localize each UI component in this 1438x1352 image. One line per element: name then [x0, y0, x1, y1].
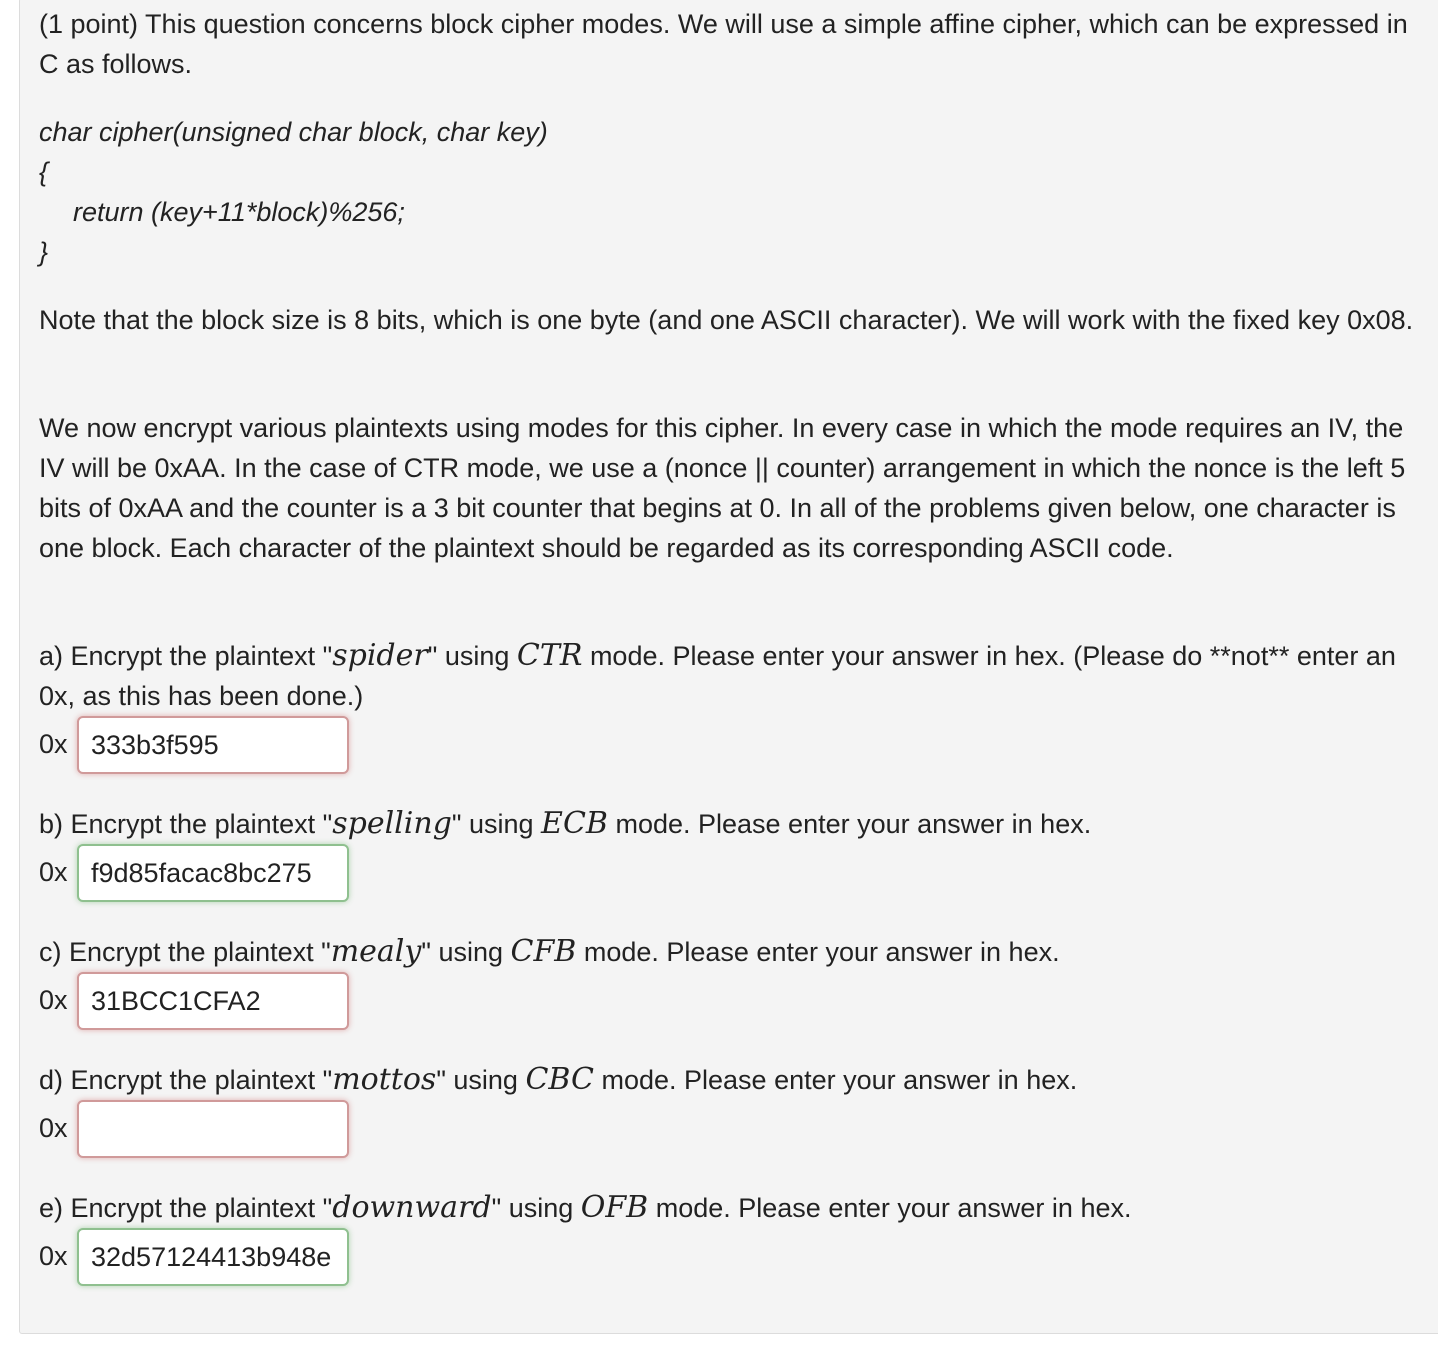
question-lead: d) Encrypt the plaintext " [39, 1065, 333, 1095]
hex-prefix: 0x [39, 985, 68, 1015]
hex-prefix: 0x [39, 1113, 68, 1143]
code-line-open-brace: { [39, 157, 49, 187]
question-d [39, 1060, 1424, 1100]
question-mid: " using [427, 641, 517, 671]
question-mid: " using [421, 937, 511, 967]
question-tail: mode. Please enter your answer in hex. [576, 937, 1060, 967]
question-b [39, 804, 1424, 844]
question-e [39, 1188, 1424, 1228]
plaintext-spelling: spelling [332, 806, 452, 841]
mode-ofb: OFB [580, 1190, 649, 1225]
question-tail: mode. Please enter your answer in hex. [593, 1065, 1078, 1095]
question-lead: e) Encrypt the plaintext " [39, 1193, 333, 1223]
code-line-close-brace: } [39, 237, 49, 267]
code-block [39, 112, 548, 272]
key-note-text: Note that the block size is 8 bits, which is one byte (and one ASCII character). We will work with the fixed key 0x08. [39, 305, 1414, 335]
question-tail: mode. Please enter your answer in hex. (Please do **not** enter an 0x, as this has been done.) [39, 641, 1396, 711]
answer-input-a[interactable] [77, 716, 349, 774]
code-line-signature: char cipher(unsigned char block, char key) [39, 117, 548, 147]
code-line-return: return (key+11*block)%256; [73, 197, 405, 227]
question-c [39, 932, 1424, 972]
mode-cbc: CBC [525, 1062, 594, 1097]
mode-ctr: CTR [516, 638, 583, 673]
plaintext-mottos: mottos [332, 1062, 437, 1097]
answer-input-d[interactable] [77, 1100, 349, 1158]
question-tail: mode. Please enter your answer in hex. [607, 809, 1092, 839]
question-mid: " using [436, 1065, 526, 1095]
question-lead: a) Encrypt the plaintext " [39, 641, 333, 671]
question-a [39, 636, 1424, 716]
answer-input-b[interactable] [77, 844, 349, 902]
question-lead: b) Encrypt the plaintext " [39, 809, 333, 839]
plaintext-downward: downward [332, 1190, 492, 1225]
answer-input-e[interactable] [77, 1228, 349, 1286]
question-mid: " using [451, 809, 542, 839]
question-tail: mode. Please enter your answer in hex. [648, 1193, 1132, 1223]
intro-text: (1 point) This question concerns block cipher modes. We will use a simple affine cipher, which can be expressed in C as follows. [39, 9, 1408, 79]
hex-prefix: 0x [39, 1241, 68, 1271]
mode-cfb: CFB [510, 934, 577, 969]
hex-prefix: 0x [39, 729, 68, 759]
modes-description-text: We now encrypt various plaintexts using modes for this cipher. In every case in which the mode requires an IV, the IV will be 0xAA. In the case of CTR mode, we use a (nonce || counter) arrangement in which the nonce is the left 5 bits of 0xAA and the counter is a 3 bit counter that begins at 0. In all of the problems given below, one character is one block. Each character of the plaintext should be regarded as its corresponding ASCII code. [39, 413, 1406, 563]
question-lead: c) Encrypt the plaintext " [39, 937, 331, 967]
hex-prefix: 0x [39, 857, 68, 887]
plaintext-mealy: mealy [330, 934, 422, 969]
plaintext-spider: spider [332, 638, 428, 673]
answer-input-c[interactable] [77, 972, 349, 1030]
mode-ecb: ECB [541, 806, 608, 841]
question-mid: " using [491, 1193, 581, 1223]
